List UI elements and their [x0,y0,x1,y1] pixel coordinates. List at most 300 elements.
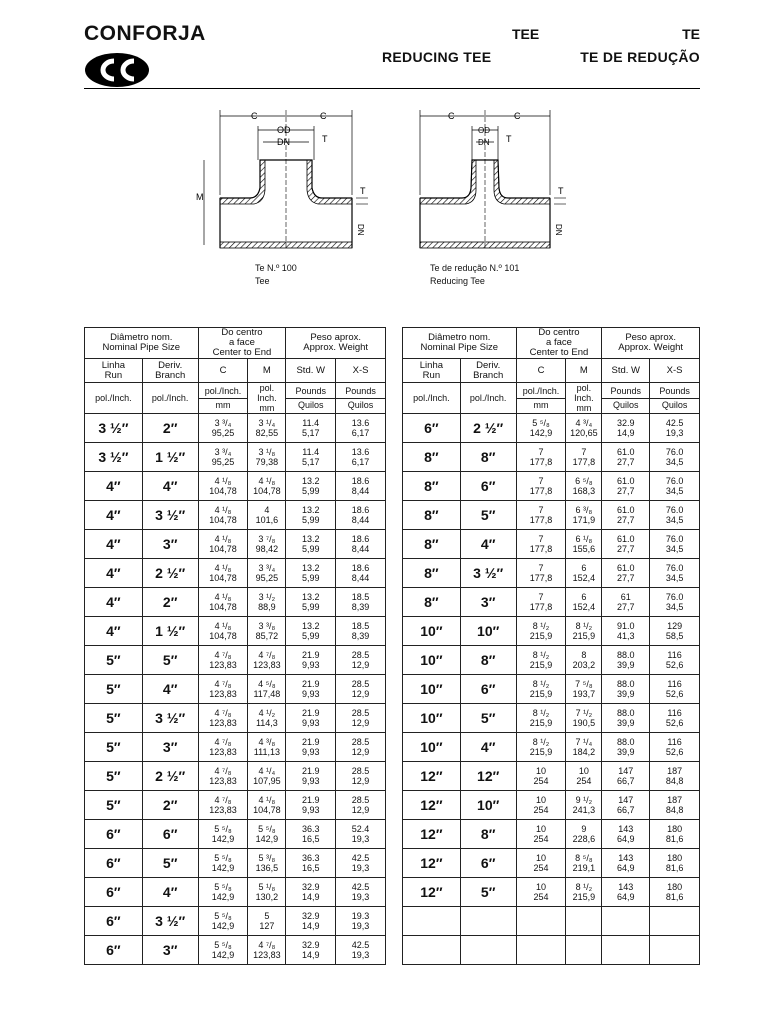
run-size: 12″ [403,849,461,878]
m-value: 4 101,6 [248,501,286,530]
unit-branch: pol./Inch. [460,383,516,414]
run-size: 6″ [85,820,143,849]
xs-weight: 28.5 12,9 [336,791,386,820]
header-xs: X-S [336,359,386,383]
run-size: 8″ [403,501,461,530]
run-size: 6″ [85,878,143,907]
run-size: 4″ [85,501,143,530]
caption-reducing-tee-101: Te de redução N.º 101 [430,263,520,273]
table-row [85,617,386,646]
std-weight: 13.2 5,99 [286,530,336,559]
branch-size: 1 ½″ [142,617,198,646]
std-weight: 88.0 39,9 [602,646,650,675]
table-row [85,762,386,791]
svg-text:DN: DN [478,138,490,147]
svg-text:C: C [514,111,521,121]
reducing-tee-drawing [416,100,596,260]
std-weight: 21.9 9,93 [286,733,336,762]
m-value: 4 ⁵/₈ 117,48 [248,675,286,704]
run-size: 6″ [85,907,143,936]
m-value: 3 ³/₈ 85,72 [248,617,286,646]
svg-text:C: C [448,111,455,121]
c-value: 8 ¹/₂ 215,9 [516,733,566,762]
unit-std: Pounds Quilos [602,383,650,414]
xs-weight: 18.5 8,39 [336,617,386,646]
table-row [85,530,386,559]
std-weight: 11.4 5,17 [286,414,336,443]
header-linha: Linha Run [85,359,143,383]
m-value: 3 ¹/₂ 88,9 [248,588,286,617]
run-size: 12″ [403,820,461,849]
branch-size: 5″ [460,704,516,733]
unit-xs: Pounds Quilos [650,383,700,414]
branch-size: 6″ [460,849,516,878]
c-value: 10 254 [516,849,566,878]
branch-size: 10″ [460,791,516,820]
c-value: 4 ¹/₈ 104,78 [198,501,248,530]
std-weight: 61.0 27,7 [602,472,650,501]
run-size: 4″ [85,472,143,501]
table-row [85,443,386,472]
empty-cell [516,936,566,965]
xs-weight: 180 81,6 [650,878,700,907]
brand-name: CONFORJA [84,22,206,45]
c-value: 10 254 [516,878,566,907]
xs-weight: 116 52,6 [650,733,700,762]
table-row [403,878,700,907]
branch-size: 3″ [142,733,198,762]
branch-size: 3″ [460,588,516,617]
branch-size: 6″ [460,472,516,501]
std-weight: 13.2 5,99 [286,501,336,530]
std-weight: 88.0 39,9 [602,704,650,733]
run-size: 3 ½″ [85,414,143,443]
c-value: 8 ¹/₂ 215,9 [516,675,566,704]
header-diam: Diâmetro nom. Nominal Pipe Size [403,328,517,359]
xs-weight: 187 84,8 [650,791,700,820]
m-value: 3 ¹/₄ 82,55 [248,414,286,443]
xs-weight: 116 52,6 [650,646,700,675]
run-size: 12″ [403,791,461,820]
run-size: 8″ [403,472,461,501]
c-value: 4 ⁷/₈ 123,83 [198,646,248,675]
branch-size: 3 ½″ [142,501,198,530]
caption-tee-100: Te N.º 100 [255,263,297,273]
std-weight: 147 66,7 [602,791,650,820]
table-row [403,791,700,820]
std-weight: 13.2 5,99 [286,559,336,588]
c-value: 8 ¹/₂ 215,9 [516,617,566,646]
branch-size: 4″ [460,530,516,559]
svg-text:T: T [322,134,328,144]
xs-weight: 76.0 34,5 [650,472,700,501]
c-value: 7 177,8 [516,443,566,472]
std-weight: 143 64,9 [602,849,650,878]
c-value: 3 ³/₄ 95,25 [198,443,248,472]
empty-cell [403,907,461,936]
std-weight: 21.9 9,93 [286,646,336,675]
c-value: 8 ¹/₂ 215,9 [516,646,566,675]
c-value: 5 ⁵/₈ 142,9 [198,820,248,849]
std-weight: 13.2 5,99 [286,617,336,646]
title-tee: TEE [512,26,540,42]
std-weight: 13.2 5,99 [286,472,336,501]
unit-xs: Pounds Quilos [336,383,386,414]
run-size: 6″ [403,414,461,443]
m-value: 7 ⁵/₈ 193,7 [566,675,602,704]
std-weight: 143 64,9 [602,820,650,849]
svg-text:DN: DN [554,224,563,236]
run-size: 8″ [403,530,461,559]
xs-weight: 180 81,6 [650,849,700,878]
title-reducing-tee: REDUCING TEE [382,49,492,65]
std-weight: 21.9 9,93 [286,791,336,820]
xs-weight: 116 52,6 [650,675,700,704]
header-deriv: Deriv. Branch [142,359,198,383]
empty-row [403,936,700,965]
header-diam: Diâmetro nom. Nominal Pipe Size [85,328,199,359]
std-weight: 32.9 14,9 [286,907,336,936]
m-value: 4 ¹/₈ 104,78 [248,791,286,820]
conforja-logo [84,52,150,88]
run-size: 8″ [403,443,461,472]
empty-cell [602,907,650,936]
m-value: 10 254 [566,762,602,791]
xs-weight: 76.0 34,5 [650,559,700,588]
svg-text:OD: OD [277,125,291,135]
c-value: 8 ¹/₂ 215,9 [516,704,566,733]
xs-weight: 52.4 19,3 [336,820,386,849]
c-value: 3 ³/₄ 95,25 [198,414,248,443]
m-value: 3 ¹/₈ 79,38 [248,443,286,472]
m-value: 4 ¹/₄ 107,95 [248,762,286,791]
header-linha: Linha Run [403,359,461,383]
empty-cell [516,907,566,936]
tee-drawings [190,100,610,300]
svg-text:C: C [320,111,327,121]
std-weight: 32.9 14,9 [602,414,650,443]
dimensions-table-left [84,327,386,965]
table-row [403,588,700,617]
svg-text:DN: DN [277,137,290,147]
header-deriv: Deriv. Branch [460,359,516,383]
branch-size: 2 ½″ [460,414,516,443]
branch-size: 3 ½″ [460,559,516,588]
xs-weight: 116 52,6 [650,704,700,733]
header-peso: Peso aprox. Approx. Weight [286,328,386,359]
branch-size: 4″ [460,733,516,762]
branch-size: 3″ [142,530,198,559]
c-value: 4 ¹/₈ 104,78 [198,472,248,501]
run-size: 5″ [85,791,143,820]
branch-size: 5″ [142,849,198,878]
c-value: 10 254 [516,791,566,820]
xs-weight: 28.5 12,9 [336,704,386,733]
header-centro: Do centro a face Center to End [198,328,286,359]
title-te-de-reducao: TE DE REDUÇÃO [580,49,700,65]
table-row [403,820,700,849]
xs-weight: 13.6 6,17 [336,414,386,443]
empty-cell [566,907,602,936]
table-row [85,936,386,965]
run-size: 5″ [85,762,143,791]
xs-weight: 18.6 8,44 [336,472,386,501]
empty-cell [566,936,602,965]
empty-cell [460,936,516,965]
run-size: 5″ [85,704,143,733]
branch-size: 8″ [460,820,516,849]
xs-weight: 28.5 12,9 [336,675,386,704]
c-value: 5 ⁵/₈ 142,9 [198,878,248,907]
m-value: 5 ⁵/₈ 142,9 [248,820,286,849]
table-row [85,675,386,704]
xs-weight: 76.0 34,5 [650,588,700,617]
empty-cell [650,907,700,936]
std-weight: 21.9 9,93 [286,675,336,704]
table-row [403,559,700,588]
empty-cell [650,936,700,965]
run-size: 10″ [403,704,461,733]
branch-size: 8″ [460,443,516,472]
svg-text:T: T [360,186,366,196]
table-row [403,849,700,878]
table-row [85,559,386,588]
header-peso: Peso aprox. Approx. Weight [602,328,700,359]
std-weight: 88.0 39,9 [602,675,650,704]
m-value: 7 ¹/₄ 184,2 [566,733,602,762]
m-value: 4 ⁷/₈ 123,83 [248,646,286,675]
m-value: 9 228,6 [566,820,602,849]
m-value: 4 ³/₈ 111,13 [248,733,286,762]
title-te: TE [682,26,700,42]
branch-size: 2″ [142,588,198,617]
c-value: 7 177,8 [516,530,566,559]
table-row [85,907,386,936]
empty-cell [460,907,516,936]
page-header [84,22,700,92]
header-m: M [566,359,602,383]
table-row [85,791,386,820]
branch-size: 4″ [142,878,198,907]
branch-size: 8″ [460,646,516,675]
c-value: 7 177,8 [516,472,566,501]
table-row [403,472,700,501]
run-size: 4″ [85,617,143,646]
svg-text:DN: DN [356,224,365,236]
std-weight: 21.9 9,93 [286,762,336,791]
std-weight: 143 64,9 [602,878,650,907]
c-value: 5 ⁵/₈ 142,9 [198,936,248,965]
unit-std: Pounds Quilos [286,383,336,414]
branch-size: 3 ½″ [142,704,198,733]
empty-cell [602,936,650,965]
xs-weight: 129 58,5 [650,617,700,646]
std-weight: 147 66,7 [602,762,650,791]
dimensions-table-right [402,327,700,965]
table-row [85,414,386,443]
xs-weight: 76.0 34,5 [650,443,700,472]
c-value: 5 ⁵/₈ 142,9 [198,849,248,878]
c-value: 4 ¹/₈ 104,78 [198,588,248,617]
unit-c: pol./Inch. mm [198,383,248,414]
xs-weight: 42.5 19,3 [336,849,386,878]
c-value: 10 254 [516,762,566,791]
xs-weight: 18.6 8,44 [336,559,386,588]
m-value: 7 177,8 [566,443,602,472]
table-row [403,443,700,472]
c-value: 4 ¹/₈ 104,78 [198,559,248,588]
run-size: 6″ [85,936,143,965]
m-value: 4 ⁷/₈ 123,83 [248,936,286,965]
std-weight: 88.0 39,9 [602,733,650,762]
m-value: 9 ¹/₂ 241,3 [566,791,602,820]
m-value: 8 ¹/₂ 215,9 [566,878,602,907]
m-value: 6 ⁵/₈ 168,3 [566,472,602,501]
run-size: 5″ [85,646,143,675]
table-row [85,472,386,501]
xs-weight: 42.5 19,3 [336,936,386,965]
table-row [85,878,386,907]
c-value: 4 ¹/₈ 104,78 [198,530,248,559]
m-value: 4 ³/₄ 120,65 [566,414,602,443]
xs-weight: 28.5 12,9 [336,646,386,675]
header-c: C [198,359,248,383]
branch-size: 5″ [460,878,516,907]
m-value: 3 ³/₄ 95,25 [248,559,286,588]
unit-branch: pol./Inch. [142,383,198,414]
table-row [403,617,700,646]
xs-weight: 19.3 19,3 [336,907,386,936]
svg-text:M: M [196,192,204,202]
branch-size: 3″ [142,936,198,965]
header-c: C [516,359,566,383]
run-size: 5″ [85,733,143,762]
branch-size: 1 ½″ [142,443,198,472]
xs-weight: 187 84,8 [650,762,700,791]
m-value: 8 ¹/₂ 215,9 [566,617,602,646]
header-divider [84,88,700,89]
branch-size: 6″ [460,675,516,704]
c-value: 4 ⁷/₈ 123,83 [198,733,248,762]
branch-size: 4″ [142,675,198,704]
run-size: 12″ [403,762,461,791]
unit-m: pol. Inch. mm [248,383,286,414]
c-value: 5 ⁵/₈ 142,9 [516,414,566,443]
table-row [403,501,700,530]
std-weight: 61 27,7 [602,588,650,617]
run-size: 8″ [403,588,461,617]
branch-size: 4″ [142,472,198,501]
run-size: 8″ [403,559,461,588]
table-row [85,646,386,675]
m-value: 4 ¹/₂ 114,3 [248,704,286,733]
m-value: 5 ³/₈ 136,5 [248,849,286,878]
c-value: 7 177,8 [516,501,566,530]
c-value: 4 ¹/₈ 104,78 [198,617,248,646]
c-value: 4 ⁷/₈ 123,83 [198,762,248,791]
caption-reducing-tee: Reducing Tee [430,276,485,286]
unit-m: pol. Inch. mm [566,383,602,414]
std-weight: 32.9 14,9 [286,878,336,907]
xs-weight: 76.0 34,5 [650,501,700,530]
xs-weight: 13.6 6,17 [336,443,386,472]
header-std: Std. W [602,359,650,383]
header-std: Std. W [286,359,336,383]
svg-text:T: T [558,186,564,196]
c-value: 10 254 [516,820,566,849]
table-row [403,704,700,733]
c-value: 4 ⁷/₈ 123,83 [198,704,248,733]
tee-drawing [190,100,370,260]
std-weight: 61.0 27,7 [602,443,650,472]
branch-size: 12″ [460,762,516,791]
std-weight: 32.9 14,9 [286,936,336,965]
std-weight: 21.9 9,93 [286,704,336,733]
table-row [85,588,386,617]
m-value: 6 152,4 [566,559,602,588]
xs-weight: 18.5 8,39 [336,588,386,617]
svg-text:OD: OD [478,126,490,135]
svg-text:C: C [251,111,258,121]
std-weight: 61.0 27,7 [602,559,650,588]
empty-cell [403,936,461,965]
table-row [85,733,386,762]
table-row [85,820,386,849]
table-row [85,849,386,878]
m-value: 5 127 [248,907,286,936]
m-value: 8 203,2 [566,646,602,675]
m-value: 5 ¹/₈ 130,2 [248,878,286,907]
run-size: 5″ [85,675,143,704]
branch-size: 2″ [142,414,198,443]
run-size: 10″ [403,675,461,704]
run-size: 10″ [403,646,461,675]
branch-size: 5″ [142,646,198,675]
m-value: 6 152,4 [566,588,602,617]
branch-size: 6″ [142,820,198,849]
c-value: 4 ⁷/₈ 123,83 [198,791,248,820]
std-weight: 61.0 27,7 [602,530,650,559]
branch-size: 10″ [460,617,516,646]
xs-weight: 76.0 34,5 [650,530,700,559]
table-row [403,675,700,704]
table-row [403,414,700,443]
svg-text:T: T [506,134,512,144]
xs-weight: 42.5 19,3 [336,878,386,907]
std-weight: 11.4 5,17 [286,443,336,472]
m-value: 8 ⁵/₈ 219,1 [566,849,602,878]
xs-weight: 180 81,6 [650,820,700,849]
unit-run: pol./Inch. [403,383,461,414]
caption-tee: Tee [255,276,270,286]
table-row [403,530,700,559]
run-size: 10″ [403,617,461,646]
branch-size: 5″ [460,501,516,530]
std-weight: 13.2 5,99 [286,588,336,617]
run-size: 10″ [403,733,461,762]
header-centro: Do centro a face Center to End [516,328,602,359]
c-value: 7 177,8 [516,559,566,588]
xs-weight: 18.6 8,44 [336,501,386,530]
c-value: 5 ⁵/₈ 142,9 [198,907,248,936]
branch-size: 2 ½″ [142,762,198,791]
m-value: 6 ³/₈ 171,9 [566,501,602,530]
m-value: 6 ¹/₈ 155,6 [566,530,602,559]
table-row [403,646,700,675]
table-row [403,733,700,762]
xs-weight: 28.5 12,9 [336,762,386,791]
run-size: 4″ [85,530,143,559]
